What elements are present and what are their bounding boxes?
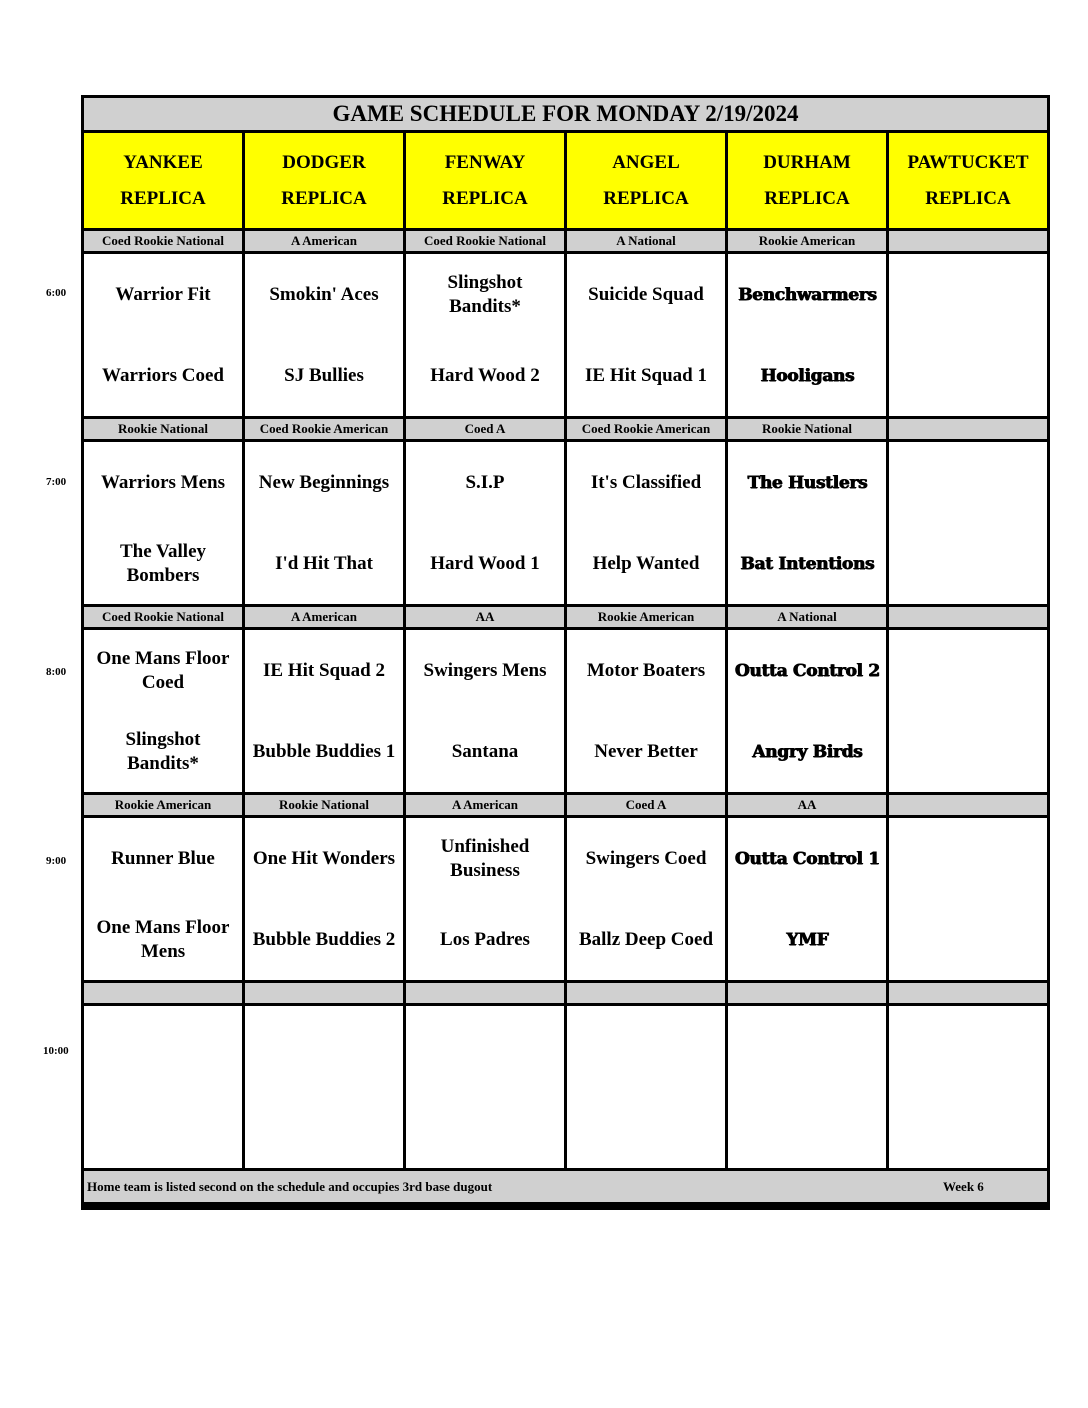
schedule-footer [84,1171,1047,1202]
game-cell [728,818,886,980]
away-team [84,1006,242,1087]
home-team: Hard Wood 2 [430,364,540,386]
away-team [728,1006,886,1087]
time-label: 7:00 [46,476,67,488]
division-label: Coed Rookie American [245,419,403,439]
away-team [567,1006,725,1087]
home-team [245,1087,403,1168]
home-team [728,1087,886,1168]
division-label [889,419,1047,439]
home-team [889,1087,1047,1168]
home-team: Never Better [594,740,698,762]
away-team: New Beginnings [258,471,390,493]
game-cell [889,254,1047,416]
division-label [889,231,1047,251]
division-label: Coed Rookie National [406,231,564,251]
game-cell [567,254,725,416]
field-header-angel [567,133,725,228]
away-team: Slingshot Bandits* [447,271,523,317]
division-label: A American [245,607,403,627]
home-team [889,711,1047,792]
game-cell [245,1006,403,1168]
away-team: Motor Boaters [586,659,706,681]
division-label [728,983,886,1003]
home-team: SJ Bullies [284,364,364,386]
game-cell [245,442,403,604]
game-cell [84,630,242,792]
division-label: Rookie National [84,419,242,439]
division-label [889,795,1047,815]
away-team: Warrior Fit [115,283,211,305]
home-team: I'd Hit That [275,552,373,574]
home-team: IE Hit Squad 1 [585,364,707,386]
home-team [889,523,1047,604]
away-team: Swingers Coed [585,847,707,869]
division-label: Rookie National [245,795,403,815]
away-team: One Mans Floor Coed [96,647,230,693]
game-cell [728,254,886,416]
game-cell [406,630,564,792]
home-team: Bubble Buddies 2 [252,928,396,950]
home-team: Slingshot Bandits* [125,728,201,774]
game-cell [567,630,725,792]
division-label: Coed Rookie American [567,419,725,439]
schedule-table [81,95,1050,1210]
home-team: YMF [785,929,829,950]
home-team-note: Home team is listed second on the schedule and occupies 3rd base dugout [87,1178,493,1194]
week-label: Week 6 [943,1178,984,1194]
home-team: Warriors Coed [102,364,224,386]
game-cell [406,1006,564,1168]
field-name: DODGER [282,151,366,173]
division-label: AA [728,795,886,815]
game-cell [84,254,242,416]
time-label: 9:00 [46,855,67,867]
home-team [406,1087,564,1168]
division-label: Coed A [406,419,564,439]
game-cell [889,442,1047,604]
time-label: 8:00 [46,666,67,678]
division-label: Rookie American [567,607,725,627]
field-header-durham [728,133,886,228]
field-header-fenway [406,133,564,228]
game-cell [406,254,564,416]
home-team: Ballz Deep Coed [578,928,714,950]
home-team: Hooligans [760,365,854,386]
home-team: Los Padres [440,928,530,950]
time-label: 6:00 [46,287,67,299]
game-cell [728,442,886,604]
field-subtitle: REPLICA [764,187,850,209]
field-header-dodger [245,133,403,228]
field-header-yankee [84,133,242,228]
away-team: Swingers Mens [423,659,547,681]
division-label: A American [406,795,564,815]
away-team: One Hit Wonders [252,847,396,869]
game-cell [728,630,886,792]
field-subtitle: REPLICA [281,187,367,209]
game-cell [245,254,403,416]
game-cell [889,1006,1047,1168]
division-label: Coed Rookie National [84,231,242,251]
away-team [889,630,1047,711]
game-cell [245,630,403,792]
away-team: Runner Blue [111,847,215,869]
division-label: Rookie National [728,419,886,439]
field-subtitle: REPLICA [120,187,206,209]
away-team [889,442,1047,523]
division-label: A American [245,231,403,251]
division-label: A National [728,607,886,627]
game-cell [84,1006,242,1168]
game-cell [84,442,242,604]
field-name: FENWAY [444,151,526,173]
away-team: Outta Control 2 [734,660,880,681]
away-team [889,254,1047,335]
field-subtitle: REPLICA [925,187,1011,209]
away-team: The Hustlers [747,472,867,493]
home-team: Angry Birds [751,741,863,762]
away-team: Outta Control 1 [734,848,880,869]
field-name: DURHAM [763,151,851,173]
home-team [84,1087,242,1168]
field-name: YANKEE [123,151,203,173]
game-cell [567,442,725,604]
home-team: Bat Intentions [740,553,874,574]
home-team [567,1087,725,1168]
game-cell [406,818,564,980]
away-team: IE Hit Squad 2 [263,659,385,681]
division-label: AA [406,607,564,627]
game-cell [245,818,403,980]
away-team: S.I.P [465,471,505,493]
game-cell [567,818,725,980]
game-cell [84,818,242,980]
division-label: Rookie American [84,795,242,815]
game-cell [728,1006,886,1168]
time-label: 10:00 [43,1045,69,1057]
schedule-title: GAME SCHEDULE FOR MONDAY 2/19/2024 [84,98,1047,130]
division-label: Rookie American [728,231,886,251]
division-label [889,607,1047,627]
away-team: Warriors Mens [100,471,225,493]
away-team [245,1006,403,1087]
home-team: Help Wanted [592,552,700,574]
game-cell [567,1006,725,1168]
field-name: ANGEL [612,151,680,173]
division-label [84,983,242,1003]
home-team [889,899,1047,980]
game-cell [889,630,1047,792]
away-team: Smokin' Aces [269,283,379,305]
away-team [889,1006,1047,1087]
away-team: It's Classified [590,471,702,493]
home-team: Bubble Buddies 1 [252,740,396,762]
field-subtitle: REPLICA [603,187,689,209]
away-team [406,1006,564,1087]
division-label: Coed A [567,795,725,815]
division-label [245,983,403,1003]
away-team: Benchwarmers [737,284,877,305]
division-label [889,983,1047,1003]
away-team: Unfinished Business [440,835,530,881]
home-team [889,335,1047,416]
division-label: Coed Rookie National [84,607,242,627]
home-team: The Valley Bombers [119,540,207,586]
away-team [889,818,1047,899]
field-name: PAWTUCKET [907,151,1029,173]
field-subtitle: REPLICA [442,187,528,209]
away-team: Suicide Squad [588,283,704,305]
field-header-pawtucket [889,133,1047,228]
game-cell [406,442,564,604]
division-label [406,983,564,1003]
home-team: One Mans Floor Mens [96,916,230,962]
home-team: Santana [451,740,519,762]
home-team: Hard Wood 1 [430,552,540,574]
division-label: A National [567,231,725,251]
division-label [567,983,725,1003]
game-cell [889,818,1047,980]
